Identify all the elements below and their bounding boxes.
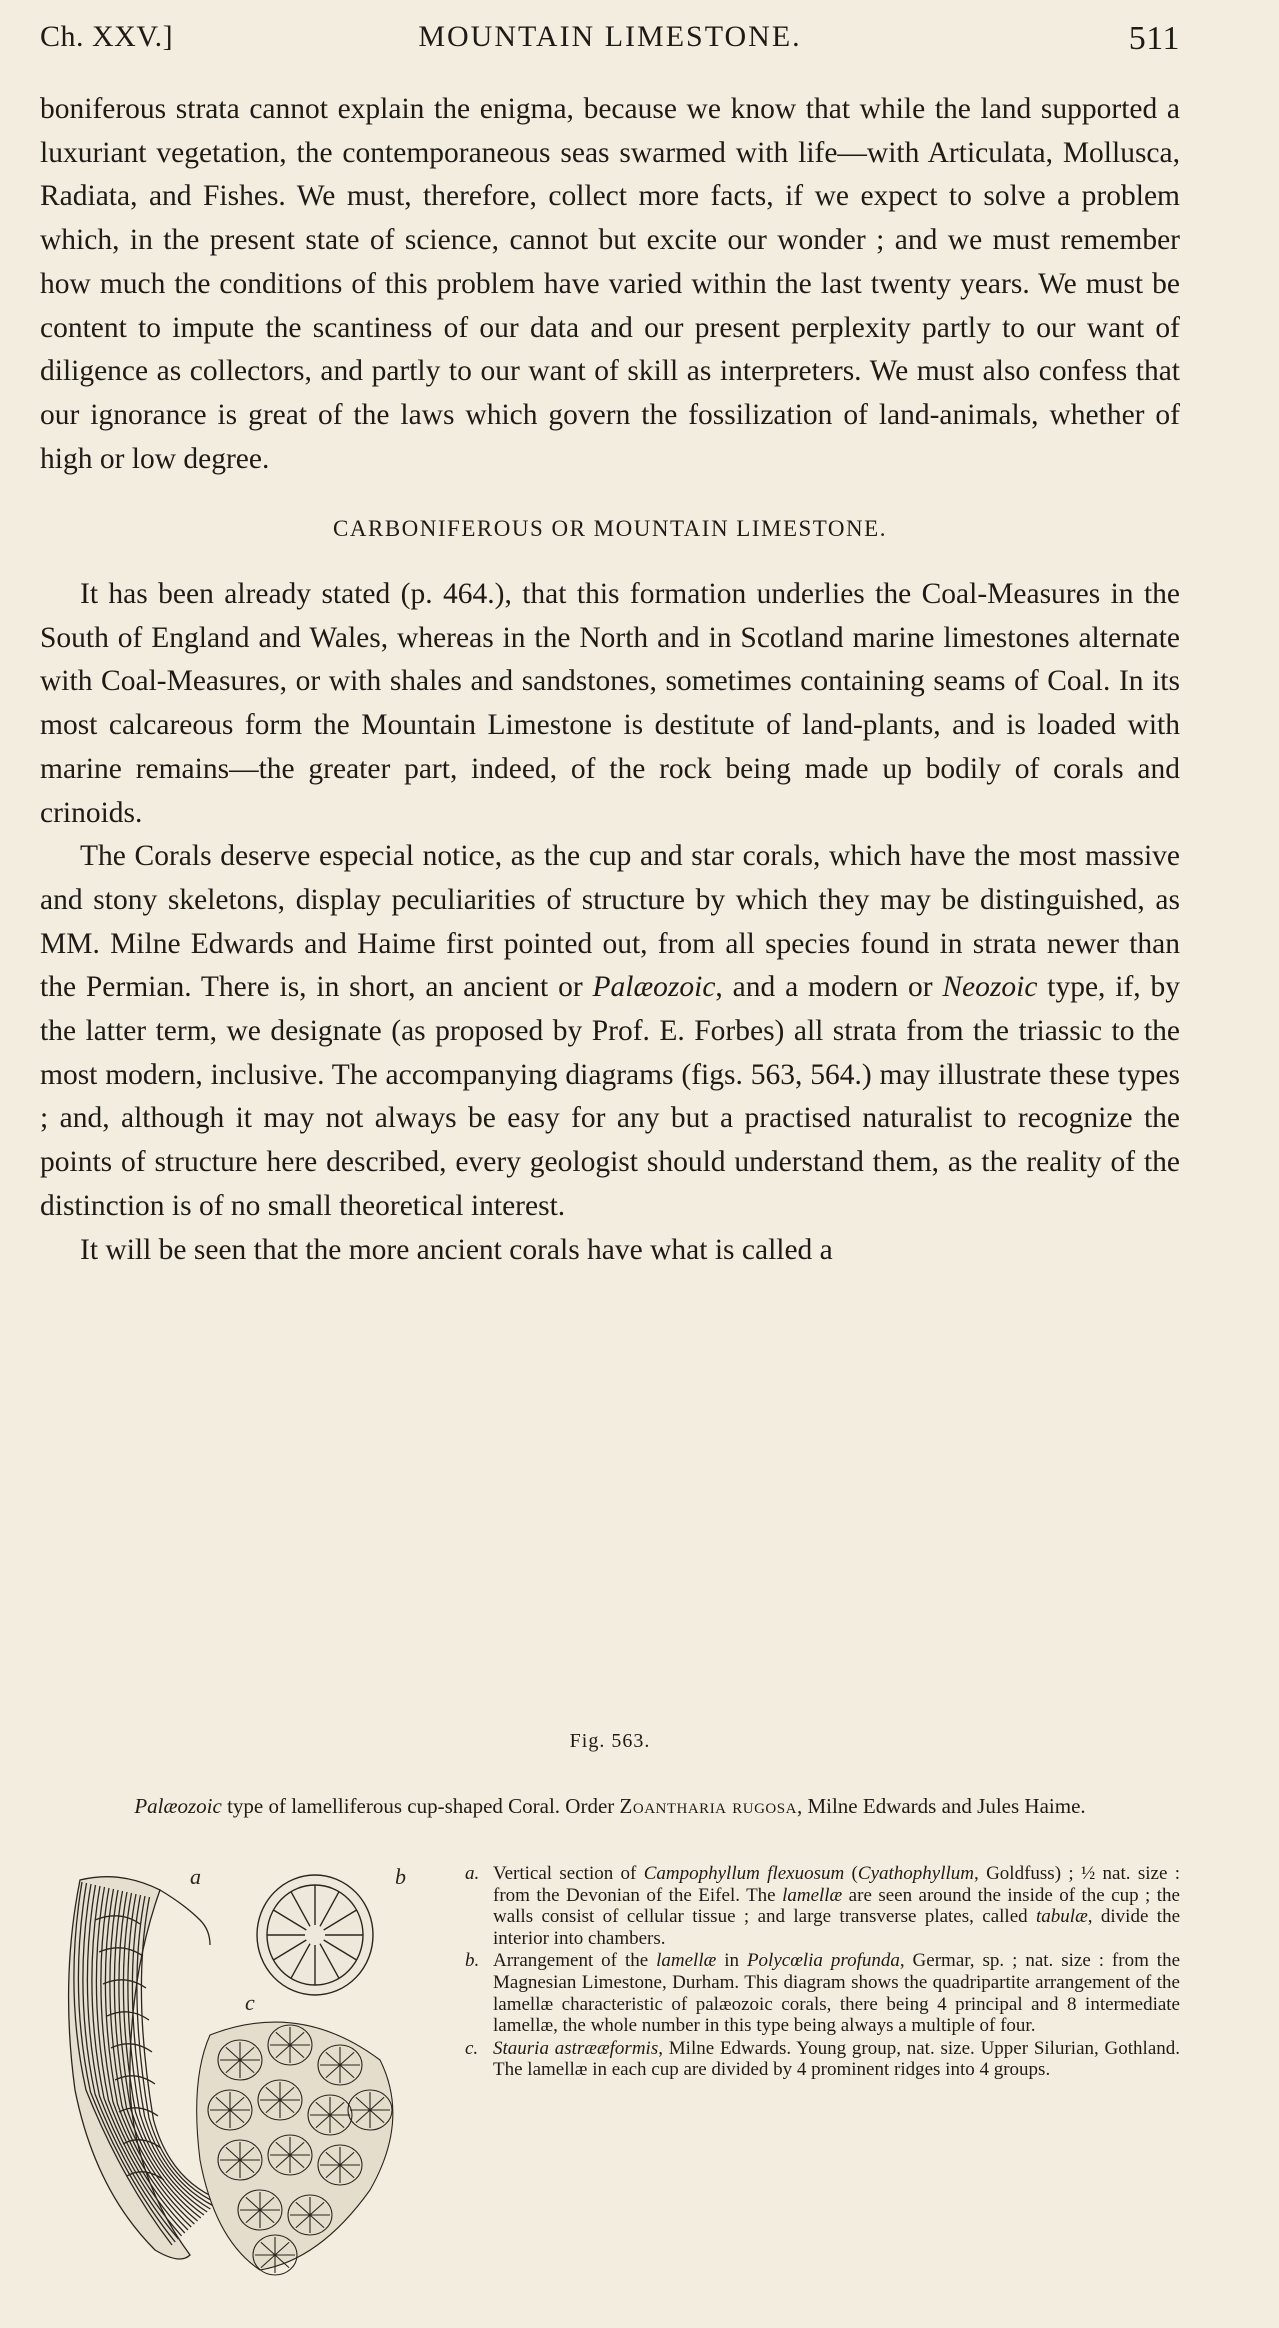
text-run: , Milne Edwards. Young group, nat. size. Upper Silurian, Gothland. The lamellæ in each cup are divided by 4 prominent ridges into 4 groups. — [493, 2037, 1181, 2081]
text-run: Vertical section of — [493, 1863, 644, 1884]
legend-item — [465, 1863, 1180, 1949]
text-run: , Goldfuss) ; ½ nat. size : from the Devonian of the Eifel. The — [493, 1863, 1180, 1906]
figure-563 — [40, 1730, 1180, 2310]
coral-illustration — [40, 1860, 440, 2310]
italic-term: tabulæ — [1036, 1906, 1088, 1928]
text-run: in — [716, 1950, 747, 1972]
text-run: type, if, by the latter term, we designate (as proposed by Prof. E. Forbes) all strata from the triassic to the most modern, inclusive. The accompanying diagrams (figs. 563, 564.) may illustrate these types ; and, although it may not always be easy for any but a practised naturalist to recognize the points of structure here described, every geologist should understand them, as the reality of the distinction is of no small theoretical interest. — [40, 971, 1181, 1222]
section-heading: CARBONIFEROUS OR MOUNTAIN LIMESTONE. — [333, 516, 887, 542]
label-c: c — [245, 1990, 255, 2015]
italic-term: Cyathophyllum — [857, 1863, 974, 1884]
page-title: MOUNTAIN LIMESTONE. — [418, 20, 802, 53]
italic-term: Neozoic — [942, 971, 1038, 1004]
page-number: 511 — [1128, 20, 1180, 57]
paragraph-continuation: boniferous strata cannot explain the enigma, because we know that while the land supported a luxuriant vegetation, the contemporaneous seas swarmed with life—with Articulata, Mollusca, Radiata, and Fishes. We must, therefore, collect more facts, if we expect to solve a problem which, in the present state of science, cannot but excite our wonder ; and we must remember how much the conditions of this problem have varied within the last twenty years. We must be content to impute the scantiness of our data and our present perplexity partly to our want of diligence as collectors, and partly to our want of skill as interpreters. We must also confess that our ignorance is great of the laws which govern the fossilization of land-animals, whether of high or low degree. — [40, 93, 1180, 475]
figure-legend — [465, 1863, 1180, 2082]
figure-number: Fig. 563. — [569, 1730, 651, 1752]
text-run: are seen around the inside of the cup ; the walls consist of cellular tissue ; and large transverse plates, called — [493, 1884, 1180, 1928]
legend-item — [465, 2038, 1180, 2081]
order-name: Zoantharia rugosa — [619, 1794, 797, 1818]
legend-key: b. — [465, 1950, 480, 1972]
quadripartite-cross-section-drawing — [257, 1875, 373, 1995]
chapter-label: Ch. XXV.] — [40, 20, 174, 53]
paragraph-formation: It has been already stated (p. 464.), that this formation underlies the Coal-Measures in the South of England and Wales, whereas in the North and in Scotland marine limestones alternate with Coal-Measures, or with shales and sandstones, sometimes containing seams of Coal. In its most calcareous form the Mountain Limestone is destitute of land-plants, and is loaded with marine remains—the greater part, indeed, of the rock being made up bodily of corals and crinoids. — [40, 578, 1180, 829]
italic-term: Palæozoic — [134, 1794, 222, 1818]
stauria-group-drawing — [197, 2022, 393, 2275]
italic-term: Palæozoic — [592, 971, 716, 1004]
body-text — [40, 88, 1180, 1272]
label-b: b — [395, 1864, 406, 1889]
italic-term: Campophyllum flexuosum — [643, 1863, 845, 1884]
italic-term: Polycœlia profunda — [746, 1950, 900, 1972]
text-run: , and a modern or — [715, 971, 943, 1004]
text-run: , Germar, sp. ; nat. size : from the Magnesian Limestone, Durham. This diagram shows the quadripartite arrangement of the lamellæ characteristic of palæozoic corals, there being 4 principal and 8 intermediate lamellæ, the whole number in this type being always a multiple of four. — [493, 1950, 1181, 2037]
figure-caption — [40, 1794, 1180, 1818]
italic-term: Stauria astrææformis — [493, 2037, 659, 2059]
legend-item — [465, 1950, 1180, 2036]
legend-key: c. — [465, 2037, 479, 2059]
legend-key: a. — [465, 1863, 480, 1884]
coral-vertical-section-drawing — [69, 1877, 220, 2259]
text-run: ( — [844, 1863, 858, 1884]
text-run: , Milne Edwards and Jules Haime. — [796, 1794, 1086, 1818]
label-a: a — [190, 1864, 201, 1889]
italic-term: lamellæ — [656, 1950, 717, 1972]
text-run: Arrangement of the — [493, 1950, 657, 1972]
italic-term: lamellæ — [782, 1884, 843, 1906]
text-run: , divide the interior into chambers. — [493, 1906, 1180, 1949]
paragraph-ancient-corals: It will be seen that the more ancient corals have what is called a — [80, 1233, 833, 1266]
paragraph-corals — [40, 835, 1180, 1228]
running-header — [40, 20, 1180, 60]
text-run: The Corals deserve especial notice, as the cup and star corals, which have the most massive and stony skeletons, display peculiarities of structure by which they may be distinguished, as MM. Milne Edwards and Haime first pointed out, from all species found in strata newer than the Permian. There is, in short, an ancient or — [40, 840, 1180, 1004]
text-run: type of lamelliferous cup-shaped Coral. Order — [221, 1794, 620, 1818]
